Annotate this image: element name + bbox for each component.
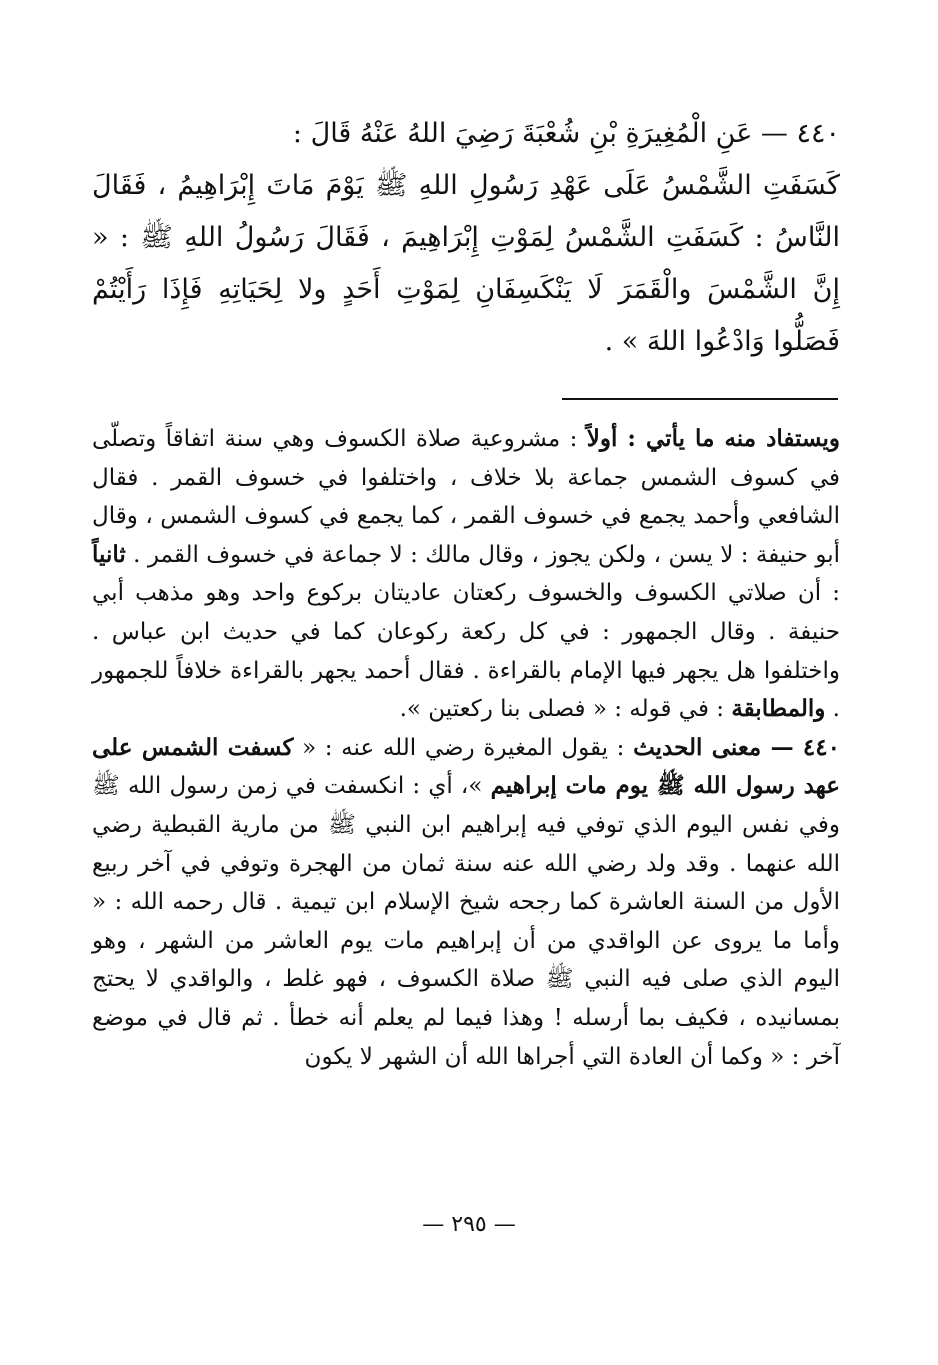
hadith-text: كَسَفَتِ الشَّمْسُ عَلَى عَهْدِ رَسُولِ اللهِ ﷺ يَوْمَ مَاتَ إِبْرَاهِيمُ ، فَقَالَ النَّاسُ : كَسَفَتِ الشَّمْسُ لِمَوْتِ إِبْرَاهِيمَ ، فَقَالَ رَسُولُ اللهِ ﷺ : « إِنَّ الشَّمْسَ والْقَمَرَ لَا يَنْكَسِفَانِ لِمَوْتِ أَحَدٍ ولا لِحَيَاتِهِ فَإِذَا رَأَيْتُمْ فَصَلُّوا وَادْعُوا اللهَ » . bbox=[92, 170, 840, 357]
meaning-part-2: »، أي : انكسفت في زمن رسول الله ﷺ وفي نفس اليوم الذي توفي فيه إبراهيم ابن النبي ﷺ من مارية القبطية رضي الله عنهما . وقد ولد رضي الله عنه سنة ثمان من الهجرة وتوفي في آخر ربيع الأول من السنة العاشرة كما رجحه شيخ الإسلام ابن تيمية . قال رحمه الله : « وأما ما يروى عن الواقدي من أن إبراهيم مات يوم العاشر من الشهر ، وهو اليوم الذي صلى فيه النبي ﷺ صلاة الكسوف ، فهو غلط ، والواقدي لا يحتج بمسانيده ، فكيف بما أرسله ! وهذا فيما لم يعلم أنه خطأ . ثم قال في موضع آخر : « وكما أن العادة التي أجراها الله أن الشهر لا يكون bbox=[92, 773, 840, 1070]
footnote-divider bbox=[562, 398, 838, 400]
meaning-lead: ٤٤٠ — معنى الحديث bbox=[633, 733, 840, 761]
hadith-header: ٤٤٠ — عَنِ الْمُغِيرَةِ بْنِ شُعْبَةَ رَضِيَ اللهُ عَنْهُ قَالَ : bbox=[292, 118, 840, 149]
commentary-section bbox=[92, 420, 840, 1076]
hadith-section bbox=[92, 108, 840, 368]
benefits-paragraph bbox=[92, 420, 840, 729]
benefits-lead: ويستفاد منه ما يأتي : أولاً bbox=[586, 425, 840, 452]
benefits-second-label: ثانياً bbox=[92, 540, 126, 568]
meaning-part-1: : يقول المغيرة رضي الله عنه : « bbox=[293, 734, 634, 761]
benefits-match-label: والمطابقة bbox=[731, 695, 826, 723]
page-number: — ٢٩٥ — bbox=[422, 1212, 516, 1237]
benefits-part-3: : في قوله : « فصلى بنا ركعتين ». bbox=[399, 696, 732, 723]
benefits-part-2: : أن صلاتي الكسوف والخسوف ركعتان عاديتان بركوع واحد وهو مذهب أبي حنيفة . وقال الجمهور : في كل ركعة ركوعان كما في حديث ابن عباس . واختلفوا هل يجهر فيها الإمام بالقراءة . فقال أحمد يجهر بالقراءة خلافاً للجمهور . bbox=[92, 580, 840, 723]
benefits-part-1: : مشروعية صلاة الكسوف وهي سنة اتفاقاً وتصلّى في كسوف الشمس جماعة بلا خلاف ، واختلفوا في خسوف القمر . فقال الشافعي وأحمد يجمع في خسوف القمر ، كما يجمع في كسوف الشمس ، وقال أبو حنيفة : لا يسن ، ولكن يجوز ، وقال مالك : لا جماعة في خسوف القمر . bbox=[92, 426, 840, 568]
meaning-quote: كسفت الشمس على عهد رسول الله ﷺ يوم مات إبراهيم bbox=[92, 733, 840, 800]
meaning-paragraph bbox=[92, 729, 840, 1076]
